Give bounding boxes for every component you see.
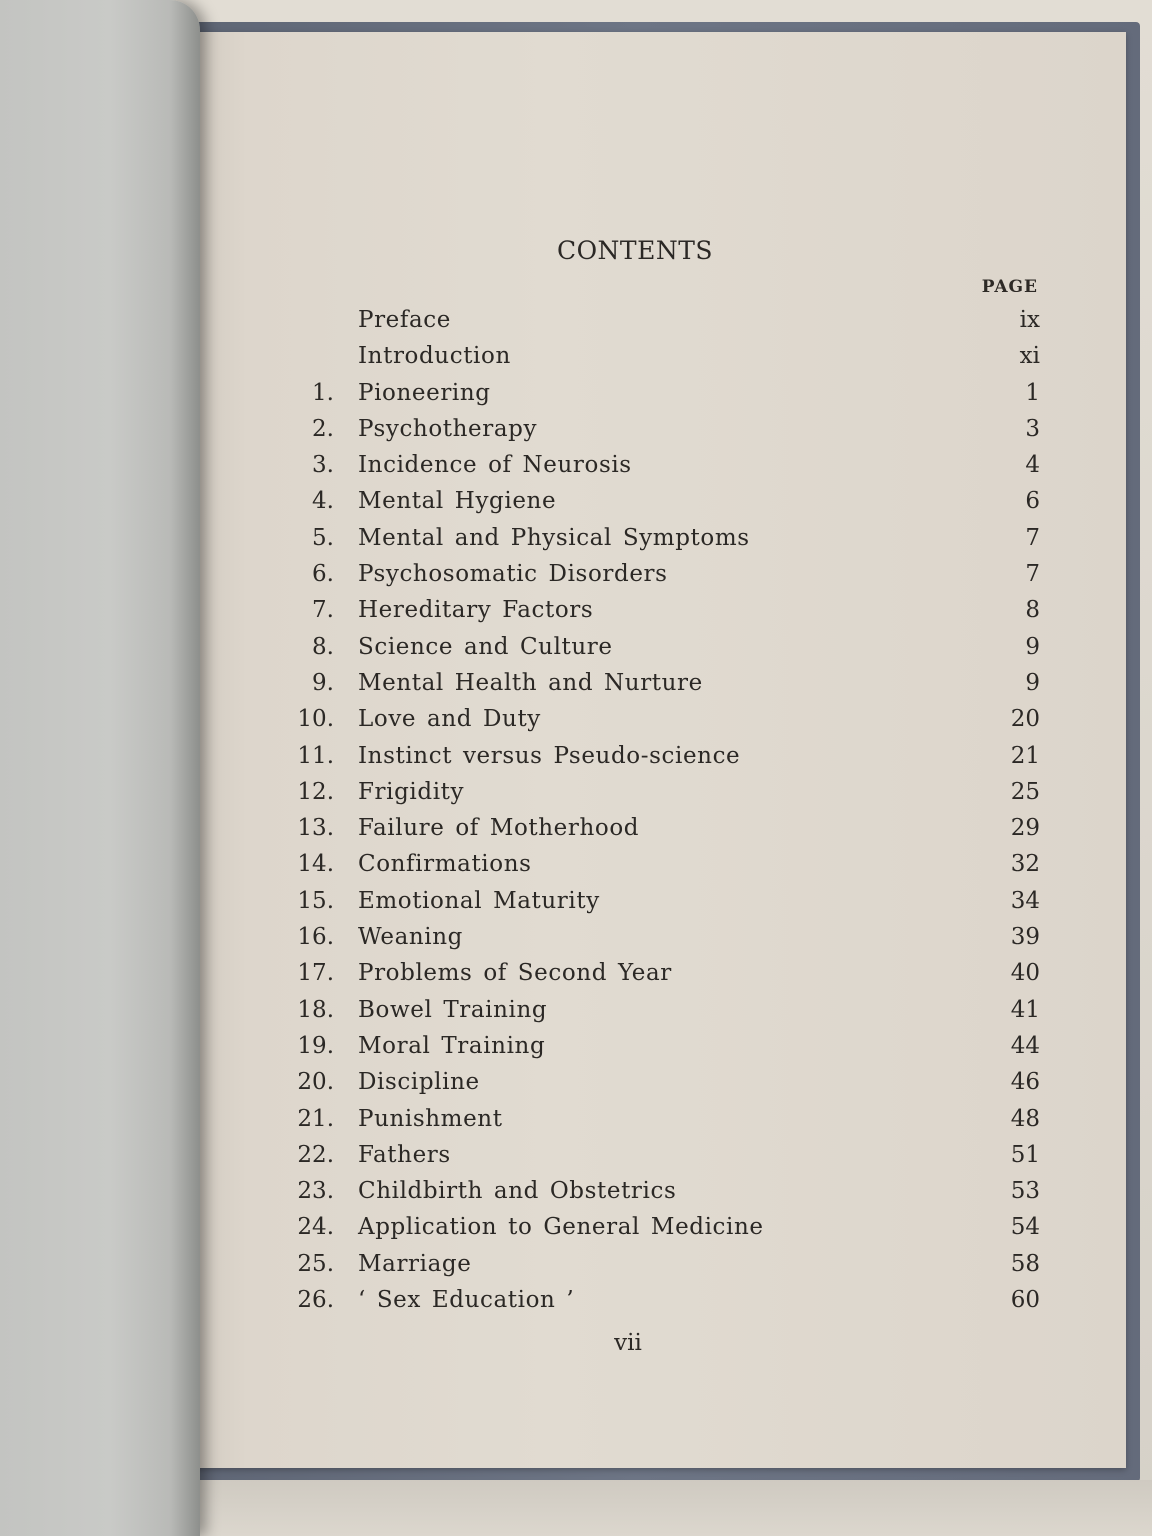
toc-entry bbox=[288, 810, 1040, 846]
chapter-title: Marriage bbox=[358, 1250, 472, 1277]
chapter-number: 13. bbox=[297, 815, 334, 842]
chapter-number: 8. bbox=[312, 633, 334, 660]
chapter-number: 20. bbox=[297, 1069, 334, 1096]
page-number: 7 bbox=[1025, 561, 1040, 588]
chapter-title: Bowel Training bbox=[358, 996, 548, 1023]
chapter-title: Problems of Second Year bbox=[358, 960, 672, 987]
chapter-number: 2. bbox=[312, 415, 334, 442]
chapter-number: 23. bbox=[297, 1178, 334, 1205]
toc-entry bbox=[288, 992, 1040, 1028]
chapter-title: Incidence of Neurosis bbox=[358, 452, 632, 479]
toc-entry bbox=[288, 738, 1040, 774]
chapter-number: 6. bbox=[312, 561, 334, 588]
contents-list bbox=[288, 302, 1040, 1318]
toc-entry bbox=[288, 1282, 1040, 1318]
toc-entry bbox=[288, 1137, 1040, 1173]
chapter-number: 1. bbox=[312, 379, 334, 406]
toc-entry bbox=[288, 629, 1040, 665]
toc-entry bbox=[288, 774, 1040, 810]
chapter-number: 26. bbox=[297, 1287, 334, 1314]
toc-entry bbox=[288, 556, 1040, 592]
page-number: 29 bbox=[1010, 815, 1040, 842]
left-facing-page bbox=[0, 0, 200, 1536]
chapter-title: Science and Culture bbox=[358, 633, 613, 660]
chapter-title: Preface bbox=[358, 307, 451, 333]
toc-entry bbox=[288, 338, 1040, 374]
chapter-title: Discipline bbox=[358, 1069, 480, 1096]
page-number: 9 bbox=[1025, 633, 1040, 660]
toc-entry bbox=[288, 1064, 1040, 1100]
page-number: 41 bbox=[1010, 996, 1040, 1023]
page-column-label: PAGE bbox=[981, 277, 1038, 297]
page-number: 8 bbox=[1025, 597, 1040, 624]
chapter-number: 16. bbox=[297, 924, 334, 951]
toc-entry bbox=[288, 1028, 1040, 1064]
chapter-number: 21. bbox=[297, 1105, 334, 1132]
page-number: 39 bbox=[1010, 924, 1040, 951]
page-number: 1 bbox=[1025, 379, 1040, 406]
chapter-title: Pioneering bbox=[358, 379, 491, 406]
toc-entry bbox=[288, 883, 1040, 919]
page-number: 40 bbox=[1010, 960, 1040, 987]
page-number: 21 bbox=[1010, 742, 1040, 769]
page-number: 9 bbox=[1025, 669, 1040, 696]
toc-entry bbox=[288, 375, 1040, 411]
chapter-title: Failure of Motherhood bbox=[358, 815, 640, 842]
chapter-number: 5. bbox=[312, 524, 334, 551]
page-number: 32 bbox=[1010, 851, 1040, 878]
toc-entry bbox=[288, 919, 1040, 955]
chapter-number: 15. bbox=[297, 887, 334, 914]
toc-entry bbox=[288, 665, 1040, 701]
chapter-title: Confirmations bbox=[358, 851, 532, 878]
chapter-title: Moral Training bbox=[358, 1032, 546, 1059]
toc-entry bbox=[288, 447, 1040, 483]
chapter-number: 17. bbox=[297, 960, 334, 987]
chapter-title: Psychosomatic Disorders bbox=[358, 561, 668, 588]
chapter-title: Mental Hygiene bbox=[358, 488, 557, 515]
chapter-title: Instinct versus Pseudo-science bbox=[358, 742, 741, 769]
page-number: 48 bbox=[1010, 1105, 1040, 1132]
page-number: ix bbox=[1019, 307, 1040, 333]
chapter-title: Mental Health and Nurture bbox=[358, 669, 703, 696]
page-number: 53 bbox=[1010, 1178, 1040, 1205]
toc-entry bbox=[288, 1209, 1040, 1245]
chapter-title: Childbirth and Obstetrics bbox=[358, 1178, 677, 1205]
chapter-title: ‘ Sex Education ’ bbox=[358, 1287, 575, 1314]
page-number: 25 bbox=[1010, 778, 1040, 805]
chapter-number: 11. bbox=[297, 742, 334, 769]
chapter-number: 3. bbox=[312, 452, 334, 479]
toc-entry bbox=[288, 411, 1040, 447]
chapter-number: 19. bbox=[297, 1032, 334, 1059]
page-number: 7 bbox=[1025, 524, 1040, 551]
chapter-title: Weaning bbox=[358, 924, 463, 951]
page-number: 34 bbox=[1010, 887, 1040, 914]
chapter-number: 24. bbox=[297, 1214, 334, 1241]
toc-entry bbox=[288, 1101, 1040, 1137]
toc-entry bbox=[288, 302, 1040, 338]
chapter-title: Psychotherapy bbox=[358, 415, 538, 442]
chapter-number: 7. bbox=[312, 597, 334, 624]
page-number: 20 bbox=[1010, 706, 1040, 733]
page-number: 60 bbox=[1010, 1287, 1040, 1314]
chapter-number: 14. bbox=[297, 851, 334, 878]
toc-entry bbox=[288, 1246, 1040, 1282]
chapter-title: Mental and Physical Symptoms bbox=[358, 524, 750, 551]
contents-page bbox=[170, 32, 1126, 1468]
page-number: 58 bbox=[1010, 1250, 1040, 1277]
chapter-number: 12. bbox=[297, 778, 334, 805]
toc-entry bbox=[288, 955, 1040, 991]
page-title: CONTENTS bbox=[556, 236, 714, 265]
chapter-number: 4. bbox=[312, 488, 334, 515]
chapter-title: Punishment bbox=[358, 1105, 503, 1132]
chapter-title: Emotional Maturity bbox=[358, 887, 600, 914]
page-number: 3 bbox=[1025, 415, 1040, 442]
chapter-title: Introduction bbox=[358, 343, 511, 370]
page-number: 51 bbox=[1010, 1141, 1040, 1168]
page-number: 6 bbox=[1025, 488, 1040, 515]
chapter-number: 22. bbox=[297, 1141, 334, 1168]
toc-entry bbox=[288, 520, 1040, 556]
page-number: 44 bbox=[1010, 1032, 1040, 1059]
chapter-number: 18. bbox=[297, 996, 334, 1023]
page-number: 46 bbox=[1010, 1069, 1040, 1096]
toc-entry bbox=[288, 701, 1040, 737]
chapter-title: Hereditary Factors bbox=[358, 597, 594, 624]
chapter-title: Application to General Medicine bbox=[358, 1214, 764, 1241]
chapter-number: 10. bbox=[297, 706, 334, 733]
page-number: 4 bbox=[1025, 452, 1040, 479]
page-folio: vii bbox=[614, 1330, 642, 1356]
chapter-title: Frigidity bbox=[358, 778, 465, 805]
toc-entry bbox=[288, 483, 1040, 519]
toc-entry bbox=[288, 1173, 1040, 1209]
chapter-number: 9. bbox=[312, 669, 334, 696]
toc-entry bbox=[288, 846, 1040, 882]
chapter-number: 25. bbox=[297, 1250, 334, 1277]
toc-entry bbox=[288, 592, 1040, 628]
chapter-title: Love and Duty bbox=[358, 706, 541, 733]
page-number: 54 bbox=[1010, 1214, 1040, 1241]
chapter-title: Fathers bbox=[358, 1141, 451, 1168]
page-number: xi bbox=[1019, 343, 1040, 370]
